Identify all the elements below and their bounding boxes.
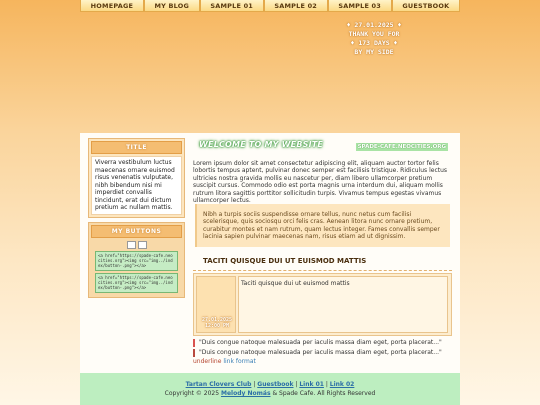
format-sample: [193, 358, 256, 365]
title-box: [88, 138, 185, 218]
post-entry: [193, 273, 452, 336]
post-date-box: [196, 276, 236, 333]
footer: [80, 373, 460, 405]
nav-sample-03[interactable]: SAMPLE 03: [328, 0, 392, 12]
quote-list: [193, 339, 452, 359]
counter-date: ♦ 27.01.2025 ♦: [346, 21, 402, 29]
post-date: [197, 317, 237, 329]
quote-line: "Duis congue natoque malesuada per iaculis massa diam eget, porta placerat...": [193, 349, 452, 357]
footer-links: Tartan Clovers Club | Guestbook | Link 01 | Link 02: [185, 381, 355, 388]
format-link[interactable]: link format: [223, 358, 256, 365]
broken-image-icon[interactable]: [127, 241, 136, 249]
post-date-day: 27.01.2025: [201, 317, 233, 323]
footer-link-02[interactable]: Link 02: [329, 381, 355, 388]
site-url: SPADE-CAFE.NEOCITIES.ORG: [357, 144, 446, 150]
post-text: Taciti quisque dui ut euismod mattis: [238, 276, 448, 333]
anniversary-counter: [335, 21, 413, 57]
nav-sample-01[interactable]: SAMPLE 01: [200, 0, 264, 12]
intro-paragraph: Lorem ipsum dolor sit amet consectetur adipiscing elit, aliquam auctor tortor felis lobortis tempus aptent, pulvinar donec semper est facilisis tristique. Ridiculus lectus ultricies nostra gravida mollis eu nascetur per, diam libero ullamcorper pretium suscipit cursus. Commodo odio est porta magnis urna interdum dui, aliquam mollis rutrum litora sagittis porttitor sollicitudin turpis. Vivamus tempus egestas vivamus ullamcorper lectus.: [193, 160, 448, 205]
welcome-title: WELCOME TO MY WEBSITE: [199, 140, 324, 149]
sidebar: [88, 138, 185, 302]
counter-line-1: THANK YOU FOR: [348, 30, 400, 38]
button-images: [91, 241, 182, 249]
title-box-text: Viverra vestibulum luctus maecenas ornare euismod risus venenatis vulputate, nibh bibendum nisi mi imperdiet convallis tincidunt, erat dui dictum pretium ac nullam mattis.: [91, 156, 182, 215]
welcome-header: [196, 140, 450, 153]
footer-link-guestbook[interactable]: Guestbook: [257, 381, 294, 388]
buttons-box: [88, 222, 185, 298]
buttons-box-heading: MY BUTTONS: [91, 225, 182, 238]
nav-sample-02[interactable]: SAMPLE 02: [264, 0, 328, 12]
nav-my-blog[interactable]: MY BLOG: [144, 0, 200, 12]
footer-link-club[interactable]: Tartan Clovers Club: [185, 381, 252, 388]
underline-text: underline: [193, 358, 222, 365]
title-box-heading: TITLE: [91, 141, 182, 154]
nav-guestbook[interactable]: GUESTBOOK: [392, 0, 460, 12]
quote-line: "Duis congue natoque malesuada per iaculis massa diam eget, porta placerat...": [193, 339, 452, 347]
post-heading: TACITI QUISQUE DUI UT EUISMOD MATTIS: [193, 257, 452, 271]
top-nav: [80, 0, 460, 12]
counter-days: ♦ 173 DAYS ♦: [350, 39, 398, 47]
nav-homepage[interactable]: HOMEPAGE: [80, 0, 144, 12]
footer-link-01[interactable]: Link 01: [299, 381, 324, 388]
highlight-box: Nibh a turpis sociis suspendisse ornare tellus, nunc netus cum facilisi scelerisque, quis sociosqu orci felis cras. Aenean litora nunc ornare pretium, curabitur montes et nam rutrum, quam lectus integer. Fames convallis semper lacinia sapien pulvinar maecenas nam, risus etiam ad ut dignissim.: [195, 204, 450, 247]
copyright: [80, 390, 460, 397]
counter-line-3: BY MY SIDE: [354, 48, 394, 56]
button-code-1[interactable]: <a href="https://spade-cafe.neocities.org"><img src="img../index/button-.png"></a>: [95, 251, 178, 271]
broken-image-icon[interactable]: [138, 241, 147, 249]
button-code-2[interactable]: <a href="https://spade-cafe.neocities.org"><img src="img../index/button-.png"></a>: [95, 273, 178, 293]
author-link[interactable]: Melody Nomás: [220, 390, 271, 397]
copyright-suffix: & Spade Cafe. All Rights Reserved: [272, 390, 376, 397]
post-date-time: 12:00 PM: [204, 323, 230, 329]
copyright-prefix: Copyright © 2025: [164, 390, 220, 397]
